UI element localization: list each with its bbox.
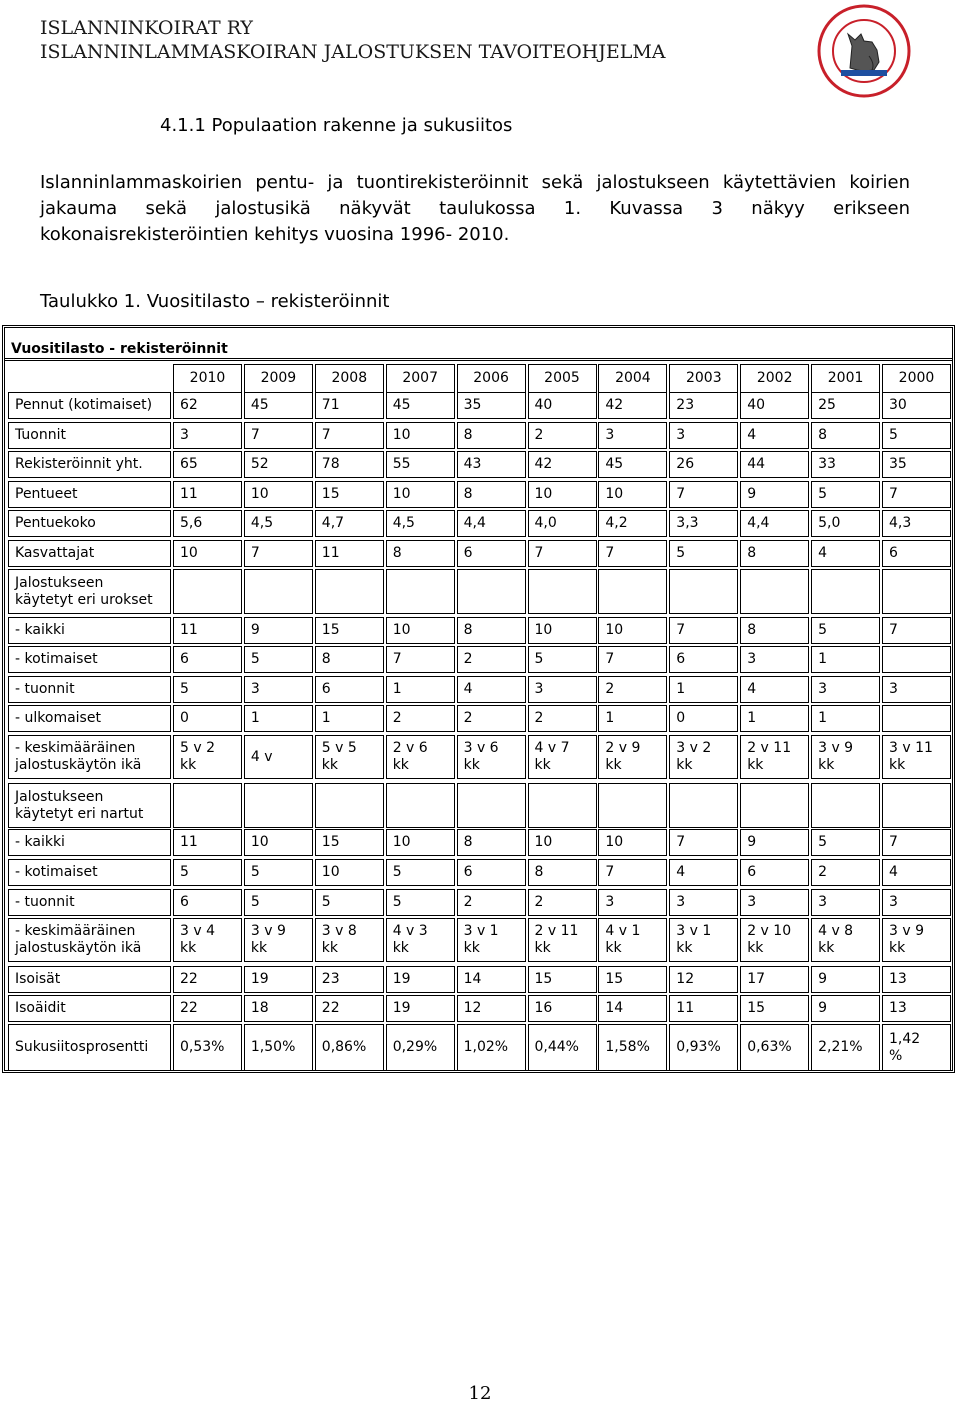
value-cell: 8 — [528, 859, 597, 886]
value-cell — [386, 569, 455, 614]
year-header-cell: 2007 — [386, 364, 455, 393]
year-header-cell: 2001 — [811, 364, 880, 393]
value-cell: 0,86% — [315, 1024, 384, 1071]
value-cell: 3 v 8 kk — [315, 918, 384, 962]
value-cell: 4,4 — [457, 510, 526, 537]
value-cell: 2 — [811, 859, 880, 886]
value-cell: 5 v 2 kk — [173, 735, 242, 779]
value-cell — [457, 783, 526, 828]
row-label-cell: Rekisteröinnit yht. — [8, 451, 171, 478]
row-label-cell: Jalostukseen käytetyt eri nartut — [8, 783, 171, 828]
value-cell: 3 — [740, 646, 809, 673]
value-cell: 8 — [457, 829, 526, 856]
value-cell: 4 — [740, 422, 809, 449]
value-cell: 7 — [669, 829, 738, 856]
value-cell: 5 — [811, 829, 880, 856]
value-cell: 7 — [882, 481, 951, 508]
value-cell: 35 — [457, 392, 526, 419]
value-cell: 5 v 5 kk — [315, 735, 384, 779]
value-cell: 11 — [669, 995, 738, 1022]
value-cell: 5 — [386, 889, 455, 916]
value-cell — [173, 783, 242, 828]
value-cell: 13 — [882, 966, 951, 993]
value-cell — [740, 569, 809, 614]
value-cell: 2 v 11 kk — [740, 735, 809, 779]
row-label-cell: Pennut (kotimaiset) — [8, 392, 171, 419]
value-cell: 4,5 — [386, 510, 455, 537]
year-header-cell: 2009 — [244, 364, 313, 393]
value-cell: 10 — [528, 617, 597, 644]
value-cell: 2 v 11 kk — [528, 918, 597, 962]
value-cell: 45 — [386, 392, 455, 419]
value-cell: 14 — [598, 995, 667, 1022]
year-header-cell: 2006 — [457, 364, 526, 393]
value-cell: 1 — [811, 705, 880, 732]
row-label-cell: - keskimääräinen jalostuskäytön ikä — [8, 918, 171, 962]
value-cell: 6 — [173, 646, 242, 673]
value-cell: 5 — [811, 617, 880, 644]
value-cell: 9 — [811, 995, 880, 1022]
value-cell: 10 — [244, 481, 313, 508]
value-cell: 3 — [882, 676, 951, 703]
value-cell: 15 — [528, 966, 597, 993]
value-cell: 10 — [528, 481, 597, 508]
value-cell: 4 v 3 kk — [386, 918, 455, 962]
value-cell: 19 — [386, 995, 455, 1022]
value-cell: 1,50% — [244, 1024, 313, 1071]
value-cell: 6 — [315, 676, 384, 703]
row-label-cell: Tuonnit — [8, 422, 171, 449]
value-cell: 22 — [173, 966, 242, 993]
value-cell: 23 — [669, 392, 738, 419]
value-cell: 1 — [315, 705, 384, 732]
row-label-cell: - tuonnit — [8, 889, 171, 916]
value-cell: 15 — [315, 617, 384, 644]
value-cell: 3 v 4 kk — [173, 918, 242, 962]
value-cell: 11 — [315, 540, 384, 567]
value-cell: 8 — [811, 422, 880, 449]
value-cell: 4 v 8 kk — [811, 918, 880, 962]
value-cell: 3 — [244, 676, 313, 703]
value-cell: 16 — [528, 995, 597, 1022]
value-cell: 15 — [598, 966, 667, 993]
value-cell: 1 — [811, 646, 880, 673]
value-cell: 15 — [315, 481, 384, 508]
value-cell: 3 v 2 kk — [669, 735, 738, 779]
value-cell: 35 — [882, 451, 951, 478]
value-cell: 3 — [882, 889, 951, 916]
value-cell: 5 — [244, 889, 313, 916]
value-cell: 40 — [528, 392, 597, 419]
value-cell: 3 — [740, 889, 809, 916]
value-cell: 71 — [315, 392, 384, 419]
value-cell: 7 — [882, 829, 951, 856]
row-label-cell: - kaikki — [8, 617, 171, 644]
value-cell: 0 — [173, 705, 242, 732]
value-cell: 10 — [598, 481, 667, 508]
value-cell: 2 — [457, 705, 526, 732]
value-cell: 10 — [386, 422, 455, 449]
table-caption: Taulukko 1. Vuositilasto – rekisteröinnit — [40, 291, 390, 312]
value-cell: 3 v 1 kk — [457, 918, 526, 962]
value-cell: 2 — [528, 422, 597, 449]
row-label-cell: Pentueet — [8, 481, 171, 508]
value-cell: 7 — [669, 481, 738, 508]
value-cell: 45 — [244, 392, 313, 419]
value-cell: 1 — [740, 705, 809, 732]
value-cell: 65 — [173, 451, 242, 478]
value-cell: 19 — [244, 966, 313, 993]
value-cell: 8 — [315, 646, 384, 673]
value-cell: 6 — [173, 889, 242, 916]
value-cell: 22 — [173, 995, 242, 1022]
value-cell: 3 v 1 kk — [669, 918, 738, 962]
table-title: Vuositilasto - rekisteröinnit — [11, 341, 228, 357]
value-cell: 15 — [740, 995, 809, 1022]
value-cell: 23 — [315, 966, 384, 993]
row-label-cell: Sukusiitosprosentti — [8, 1024, 171, 1071]
value-cell — [528, 783, 597, 828]
value-cell: 1 — [598, 705, 667, 732]
value-cell: 10 — [386, 617, 455, 644]
value-cell: 3 v 9 kk — [244, 918, 313, 962]
value-cell: 4,3 — [882, 510, 951, 537]
value-cell: 7 — [598, 540, 667, 567]
row-label-cell: - kotimaiset — [8, 859, 171, 886]
value-cell: 7 — [882, 617, 951, 644]
value-cell: 43 — [457, 451, 526, 478]
value-cell: 11 — [173, 617, 242, 644]
value-cell: 4,2 — [598, 510, 667, 537]
value-cell: 12 — [669, 966, 738, 993]
value-cell: 0,53% — [173, 1024, 242, 1071]
value-cell: 6 — [882, 540, 951, 567]
value-cell: 10 — [528, 829, 597, 856]
value-cell: 9 — [740, 829, 809, 856]
value-cell: 2 — [598, 676, 667, 703]
club-logo-icon — [817, 4, 911, 98]
value-cell: 2 — [528, 705, 597, 732]
value-cell: 3 — [669, 889, 738, 916]
value-cell: 33 — [811, 451, 880, 478]
row-label-cell: Isoäidit — [8, 995, 171, 1022]
value-cell: 25 — [811, 392, 880, 419]
page-number: 12 — [468, 1383, 492, 1404]
value-cell: 0,44% — [528, 1024, 597, 1071]
value-cell: 8 — [457, 422, 526, 449]
value-cell: 9 — [244, 617, 313, 644]
value-cell — [598, 783, 667, 828]
value-cell: 42 — [598, 392, 667, 419]
value-cell: 5 — [173, 859, 242, 886]
document-header — [40, 16, 666, 64]
year-header-cell: 2005 — [528, 364, 597, 393]
value-cell: 3 v 6 kk — [457, 735, 526, 779]
value-cell: 4 v — [244, 735, 313, 779]
value-cell: 10 — [598, 617, 667, 644]
value-cell: 5 — [669, 540, 738, 567]
value-cell: 0,63% — [740, 1024, 809, 1071]
value-cell: 7 — [315, 422, 384, 449]
value-cell: 3 — [598, 422, 667, 449]
value-cell: 5,6 — [173, 510, 242, 537]
value-cell: 45 — [598, 451, 667, 478]
value-cell: 9 — [740, 481, 809, 508]
value-cell: 4 — [882, 859, 951, 886]
value-cell: 10 — [244, 829, 313, 856]
value-cell: 8 — [740, 617, 809, 644]
value-cell: 2 v 9 kk — [598, 735, 667, 779]
year-header-cell: 2002 — [740, 364, 809, 393]
value-cell: 10 — [598, 829, 667, 856]
value-cell: 7 — [528, 540, 597, 567]
value-cell: 6 — [669, 646, 738, 673]
value-cell: 13 — [882, 995, 951, 1022]
value-cell: 4 v 1 kk — [598, 918, 667, 962]
year-header-cell: 2010 — [173, 364, 242, 393]
value-cell: 5 — [244, 859, 313, 886]
value-cell: 4,4 — [740, 510, 809, 537]
value-cell — [882, 705, 951, 732]
row-label-cell: - kaikki — [8, 829, 171, 856]
value-cell: 8 — [457, 617, 526, 644]
value-cell: 6 — [457, 859, 526, 886]
value-cell: 2 — [457, 646, 526, 673]
value-cell: 9 — [811, 966, 880, 993]
value-cell: 44 — [740, 451, 809, 478]
value-cell: 5 — [173, 676, 242, 703]
value-cell: 7 — [244, 540, 313, 567]
value-cell: 6 — [740, 859, 809, 886]
value-cell — [669, 783, 738, 828]
row-label-cell: - tuonnit — [8, 676, 171, 703]
title-divider — [5, 358, 952, 361]
value-cell — [740, 783, 809, 828]
value-cell: 4 — [457, 676, 526, 703]
row-label-cell: - keskimääräinen jalostuskäytön ikä — [8, 735, 171, 779]
row-label-cell: - ulkomaiset — [8, 705, 171, 732]
year-header-cell: 2003 — [669, 364, 738, 393]
value-cell: 26 — [669, 451, 738, 478]
value-cell: 3 v 9 kk — [811, 735, 880, 779]
value-cell — [882, 569, 951, 614]
value-cell: 1 — [669, 676, 738, 703]
value-cell: 1,42 % — [882, 1024, 951, 1071]
value-cell: 52 — [244, 451, 313, 478]
value-cell — [244, 569, 313, 614]
value-cell — [811, 569, 880, 614]
value-cell: 1,02% — [457, 1024, 526, 1071]
header-document-title: ISLANNINLAMMASKOIRAN JALOSTUKSEN TAVOITEOHJELMA — [40, 41, 666, 63]
value-cell: 10 — [386, 829, 455, 856]
value-cell: 4,5 — [244, 510, 313, 537]
value-cell: 3 — [528, 676, 597, 703]
value-cell: 1 — [386, 676, 455, 703]
value-cell: 19 — [386, 966, 455, 993]
value-cell: 7 — [598, 859, 667, 886]
value-cell: 42 — [528, 451, 597, 478]
value-cell: 17 — [740, 966, 809, 993]
value-cell: 2 — [528, 889, 597, 916]
value-cell: 11 — [173, 829, 242, 856]
value-cell: 2 — [386, 705, 455, 732]
value-cell: 0,29% — [386, 1024, 455, 1071]
row-label-cell: Pentuekoko — [8, 510, 171, 537]
value-cell: 3 v 9 kk — [882, 918, 951, 962]
value-cell: 5 — [811, 481, 880, 508]
value-cell: 5 — [244, 646, 313, 673]
value-cell: 40 — [740, 392, 809, 419]
value-cell: 4,0 — [528, 510, 597, 537]
year-header-cell: 2004 — [598, 364, 667, 393]
value-cell — [528, 569, 597, 614]
row-label-cell: Jalostukseen käytetyt eri urokset — [8, 569, 171, 614]
year-header-cell: 2000 — [882, 364, 951, 393]
value-cell: 3 v 11 kk — [882, 735, 951, 779]
value-cell: 7 — [244, 422, 313, 449]
value-cell: 8 — [457, 481, 526, 508]
statistics-table — [2, 325, 955, 1073]
row-label-cell: - kotimaiset — [8, 646, 171, 673]
value-cell: 5 — [386, 859, 455, 886]
row-label-cell: Kasvattajat — [8, 540, 171, 567]
value-cell — [882, 646, 951, 673]
value-cell: 12 — [457, 995, 526, 1022]
value-cell: 6 — [457, 540, 526, 567]
value-cell: 7 — [669, 617, 738, 644]
value-cell: 4 — [811, 540, 880, 567]
value-cell: 4 — [669, 859, 738, 886]
value-cell: 5 — [528, 646, 597, 673]
value-cell — [882, 783, 951, 828]
value-cell: 5,0 — [811, 510, 880, 537]
value-cell: 7 — [598, 646, 667, 673]
value-cell: 78 — [315, 451, 384, 478]
value-cell: 2 v 6 kk — [386, 735, 455, 779]
section-title: 4.1.1 Populaation rakenne ja sukusiitos — [160, 115, 513, 136]
value-cell: 8 — [740, 540, 809, 567]
value-cell: 18 — [244, 995, 313, 1022]
value-cell: 3 — [811, 676, 880, 703]
value-cell: 15 — [315, 829, 384, 856]
value-cell: 4 — [740, 676, 809, 703]
value-cell — [315, 569, 384, 614]
value-cell: 14 — [457, 966, 526, 993]
value-cell: 30 — [882, 392, 951, 419]
value-cell: 3 — [598, 889, 667, 916]
value-cell: 62 — [173, 392, 242, 419]
value-cell — [386, 783, 455, 828]
value-cell — [457, 569, 526, 614]
value-cell: 0,93% — [669, 1024, 738, 1071]
value-cell: 8 — [386, 540, 455, 567]
value-cell: 2,21% — [811, 1024, 880, 1071]
value-cell — [598, 569, 667, 614]
value-cell: 7 — [386, 646, 455, 673]
value-cell — [811, 783, 880, 828]
value-cell: 10 — [173, 540, 242, 567]
value-cell: 55 — [386, 451, 455, 478]
value-cell: 1 — [244, 705, 313, 732]
header-organization: ISLANNINKOIRAT RY — [40, 17, 253, 39]
value-cell: 11 — [173, 481, 242, 508]
row-label-cell: Isoisät — [8, 966, 171, 993]
value-cell: 3 — [173, 422, 242, 449]
value-cell: 3,3 — [669, 510, 738, 537]
value-cell: 2 — [457, 889, 526, 916]
value-cell: 4 v 7 kk — [528, 735, 597, 779]
value-cell: 10 — [315, 859, 384, 886]
value-cell: 5 — [315, 889, 384, 916]
value-cell — [173, 569, 242, 614]
value-cell: 0 — [669, 705, 738, 732]
value-cell: 2 v 10 kk — [740, 918, 809, 962]
value-cell — [669, 569, 738, 614]
intro-paragraph: Islanninlammaskoirien pentu- ja tuontirekisteröinnit sekä jalostukseen käytettävien koirien jakauma sekä jalostusikä näkyvät taulukossa 1. Kuvassa 3 näkyy erikseen kokonaisrekisteröintien kehitys vuosina 1996- 2010. — [40, 172, 910, 245]
value-cell: 1,58% — [598, 1024, 667, 1071]
value-cell — [315, 783, 384, 828]
value-cell: 3 — [669, 422, 738, 449]
value-cell — [244, 783, 313, 828]
value-cell: 3 — [811, 889, 880, 916]
value-cell: 5 — [882, 422, 951, 449]
value-cell: 22 — [315, 995, 384, 1022]
value-cell: 4,7 — [315, 510, 384, 537]
value-cell: 10 — [386, 481, 455, 508]
year-header-cell: 2008 — [315, 364, 384, 393]
